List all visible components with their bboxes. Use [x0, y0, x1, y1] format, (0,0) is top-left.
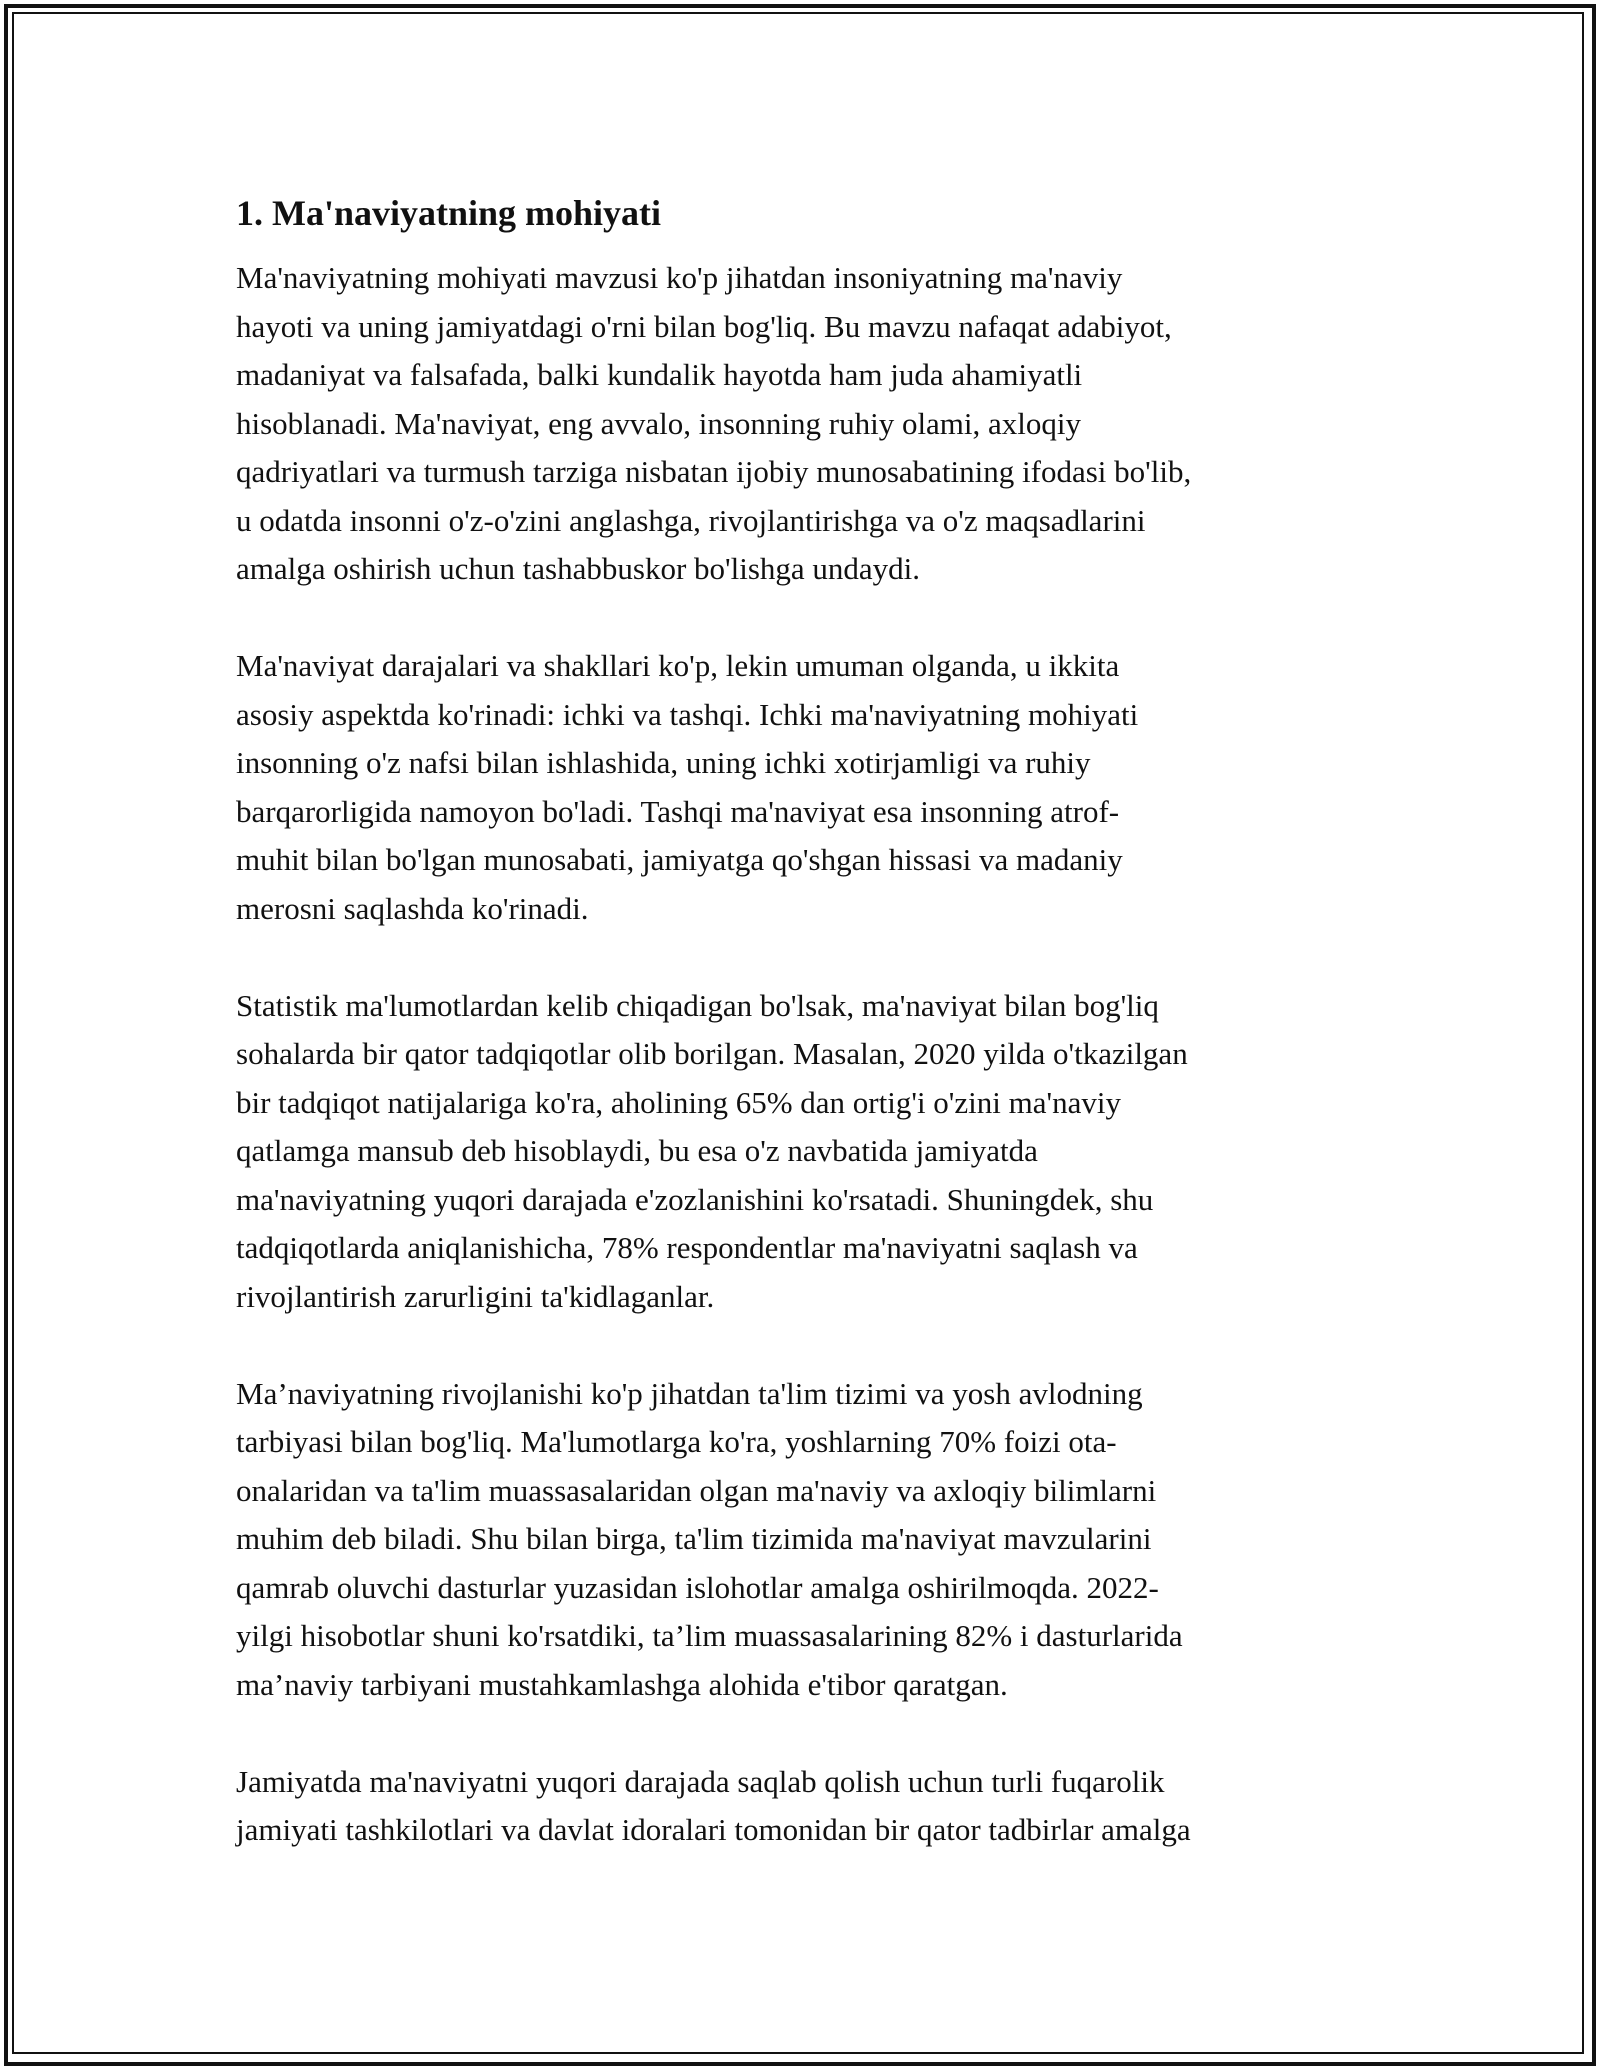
text-line: asosiy aspektda ko'rinadi: ichki va tashqi. Ichki ma'naviyatning mohiyati [236, 696, 1139, 732]
paragraph-3 [236, 982, 1386, 1322]
text-line: onalaridan va ta'lim muassasalaridan olgan ma'naviy va axloqiy bilimlarni [236, 1472, 1157, 1508]
paragraph-2 [236, 642, 1386, 933]
text-line: hisoblanadi. Ma'naviyat, eng avvalo, insonning ruhiy olami, axloqiy [236, 405, 1082, 441]
text-line: qamrab oluvchi dasturlar yuzasidan islohotlar amalga oshirilmoqda. 2022- [236, 1569, 1159, 1605]
text-line: Statistik ma'lumotlardan kelib chiqadigan bo'lsak, ma'naviyat bilan bog'liq [236, 987, 1159, 1023]
text-line: jamiyati tashkilotlari va davlat idoralari tomonidan bir qator tadbirlar amalga [236, 1812, 1191, 1847]
text-line: Ma'naviyatning mohiyati mavzusi ko'p jihatdan insoniyatning ma'naviy [236, 260, 1123, 295]
text-line: ma'naviyatning yuqori darajada e'zozlanishini ko'rsatadi. Shuningdek, shu [236, 1181, 1154, 1217]
text-line: u odatda insonni o'z-o'zini anglashga, rivojlantirishga va o'z maqsadlarini [236, 502, 1146, 538]
paragraph-5 [236, 1758, 1386, 1855]
text-line: bir tadqiqot natijalariga ko'ra, aholining 65% dan ortig'i o'zini ma'naviy [236, 1084, 1121, 1120]
text-line: tadqiqotlarda aniqlanishicha, 78% respondentlar ma'naviyatni saqlash va [236, 1230, 1138, 1265]
text-line: yilgi hisobotlar shuni ko'rsatdiki, ta’lim muassasalarining 82% i dasturlarida [236, 1618, 1183, 1653]
text-line: barqarorligida namoyon bo'ladi. Tashqi ma'naviyat esa insonning atrof- [236, 793, 1120, 829]
text-line: Jamiyatda ma'naviyatni yuqori darajada saqlab qolish uchun turli fuqarolik [236, 1763, 1165, 1799]
text-line: ma’naviy tarbiyani mustahkamlashga alohida e'tibor qaratgan. [236, 1666, 1008, 1702]
text-line: Ma’naviyatning rivojlanishi ko'p jihatdan ta'lim tizimi va yosh avlodning [236, 1375, 1143, 1411]
text-line: madaniyat va falsafada, balki kundalik hayotda ham juda ahamiyatli [236, 357, 1083, 392]
text-line: hayoti va uning jamiyatdagi o'rni bilan bog'liq. Bu mavzu nafaqat adabiyot, [236, 308, 1172, 344]
document-heading: 1. Ma'naviyatning mohiyati [236, 193, 662, 233]
text-line: muhim deb biladi. Shu bilan birga, ta'lim tizimida ma'naviyat mavzularini [236, 1521, 1152, 1556]
paragraph-1 [236, 254, 1386, 594]
text-line: rivojlantirish zarurligini ta'kidlaganlar. [236, 1278, 715, 1314]
document-body [236, 188, 1386, 1903]
paragraph-4 [236, 1370, 1386, 1710]
text-line: sohalarda bir qator tadqiqotlar olib borilgan. Masalan, 2020 yilda o'tkazilgan [236, 1036, 1188, 1071]
text-line: insonning o'z nafsi bilan ishlashida, uning ichki xotirjamligi va ruhiy [236, 745, 1091, 780]
text-line: Ma'naviyat darajalari va shakllari ko'p, lekin umuman olganda, u ikkita [236, 648, 1120, 683]
text-line: amalga oshirish uchun tashabbuskor bo'lishga undaydi. [236, 551, 921, 586]
text-line: qatlamga mansub deb hisoblaydi, bu esa o'z navbatida jamiyatda [236, 1133, 1038, 1168]
text-line: merosni saqlashda ko'rinadi. [236, 890, 589, 926]
text-line: muhit bilan bo'lgan munosabati, jamiyatga qo'shgan hissasi va madaniy [236, 842, 1123, 877]
text-line: qadriyatlari va turmush tarziga nisbatan ijobiy munosabatining ifodasi bo'lib, [236, 454, 1192, 489]
text-line: tarbiyasi bilan bog'liq. Ma'lumotlarga ko'ra, yoshlarning 70% foizi ota- [236, 1424, 1117, 1459]
